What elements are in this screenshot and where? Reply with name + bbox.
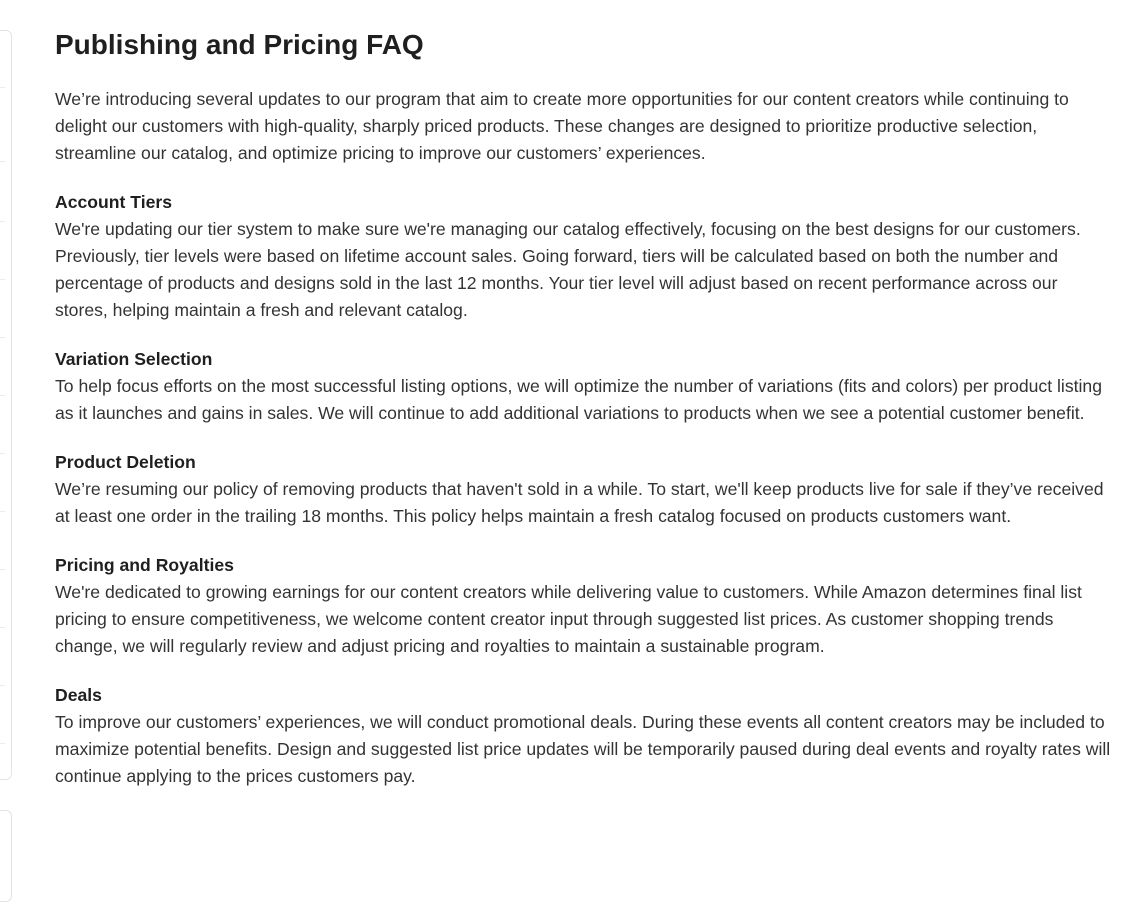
section-account-tiers [55,189,1115,324]
sidebar-divider [0,161,5,162]
sidebar-divider [0,279,5,280]
section-body: To improve our customers’ experiences, we will conduct promotional deals. During these events all content creators may be included to maximize potential benefits. Design and suggested list price updates will be temporarily paused during deal events and royalty rates will continue applying to the prices customers pay. [55,712,1111,786]
section-heading: Deals [55,685,102,705]
sidebar-divider [0,627,5,628]
section-deals [55,682,1115,790]
section-variation-selection [55,346,1115,427]
sidebar-divider [0,453,5,454]
section-product-deletion [55,449,1115,530]
sidebar-divider [0,221,5,222]
sidebar-divider [0,685,5,686]
section-pricing-and-royalties [55,552,1115,660]
sidebar-divider [0,337,5,338]
section-heading: Pricing and Royalties [55,555,234,575]
sidebar-divider [0,569,5,570]
section-heading: Account Tiers [55,192,172,212]
left-sidebar-panel [0,30,12,780]
sidebar-divider [0,511,5,512]
sidebar-divider [0,743,5,744]
section-body: We’re resuming our policy of removing products that haven't sold in a while. To start, we'll keep products live for sale if they’ve received at least one order in the trailing 18 months. This policy helps maintain a fresh catalog focused on products customers want. [55,479,1104,526]
faq-article [55,26,1115,790]
section-heading: Variation Selection [55,349,213,369]
sidebar-divider [0,395,5,396]
page-title: Publishing and Pricing FAQ [55,29,424,60]
intro-paragraph: We’re introducing several updates to our program that aim to create more opportunities for our content creators while continuing to delight our customers with high-quality, sharply priced products. These changes are designed to prioritize productive selection, streamline our catalog, and optimize pricing to improve our customers’ experiences. [55,89,1069,163]
section-body: We're updating our tier system to make sure we're managing our catalog effectively, focusing on the best designs for our customers. Previously, tier levels were based on lifetime account sales. Going forward, tiers will be calculated based on both the number and percentage of products and designs sold in the last 12 months. Your tier level will adjust based on recent performance across our stores, helping maintain a fresh and relevant catalog. [55,219,1081,320]
sidebar-divider [0,87,5,88]
left-sidebar-panel-lower [0,810,12,902]
section-body: We're dedicated to growing earnings for our content creators while delivering value to customers. While Amazon determines final list pricing to ensure competitiveness, we welcome content creator input through suggested list prices. As customer shopping trends change, we will regularly review and adjust pricing and royalties to maintain a sustainable program. [55,582,1082,656]
section-body: To help focus efforts on the most successful listing options, we will optimize the number of variations (fits and colors) per product listing as it launches and gains in sales. We will continue to add additional variations to products when we see a potential customer benefit. [55,376,1102,423]
section-heading: Product Deletion [55,452,196,472]
